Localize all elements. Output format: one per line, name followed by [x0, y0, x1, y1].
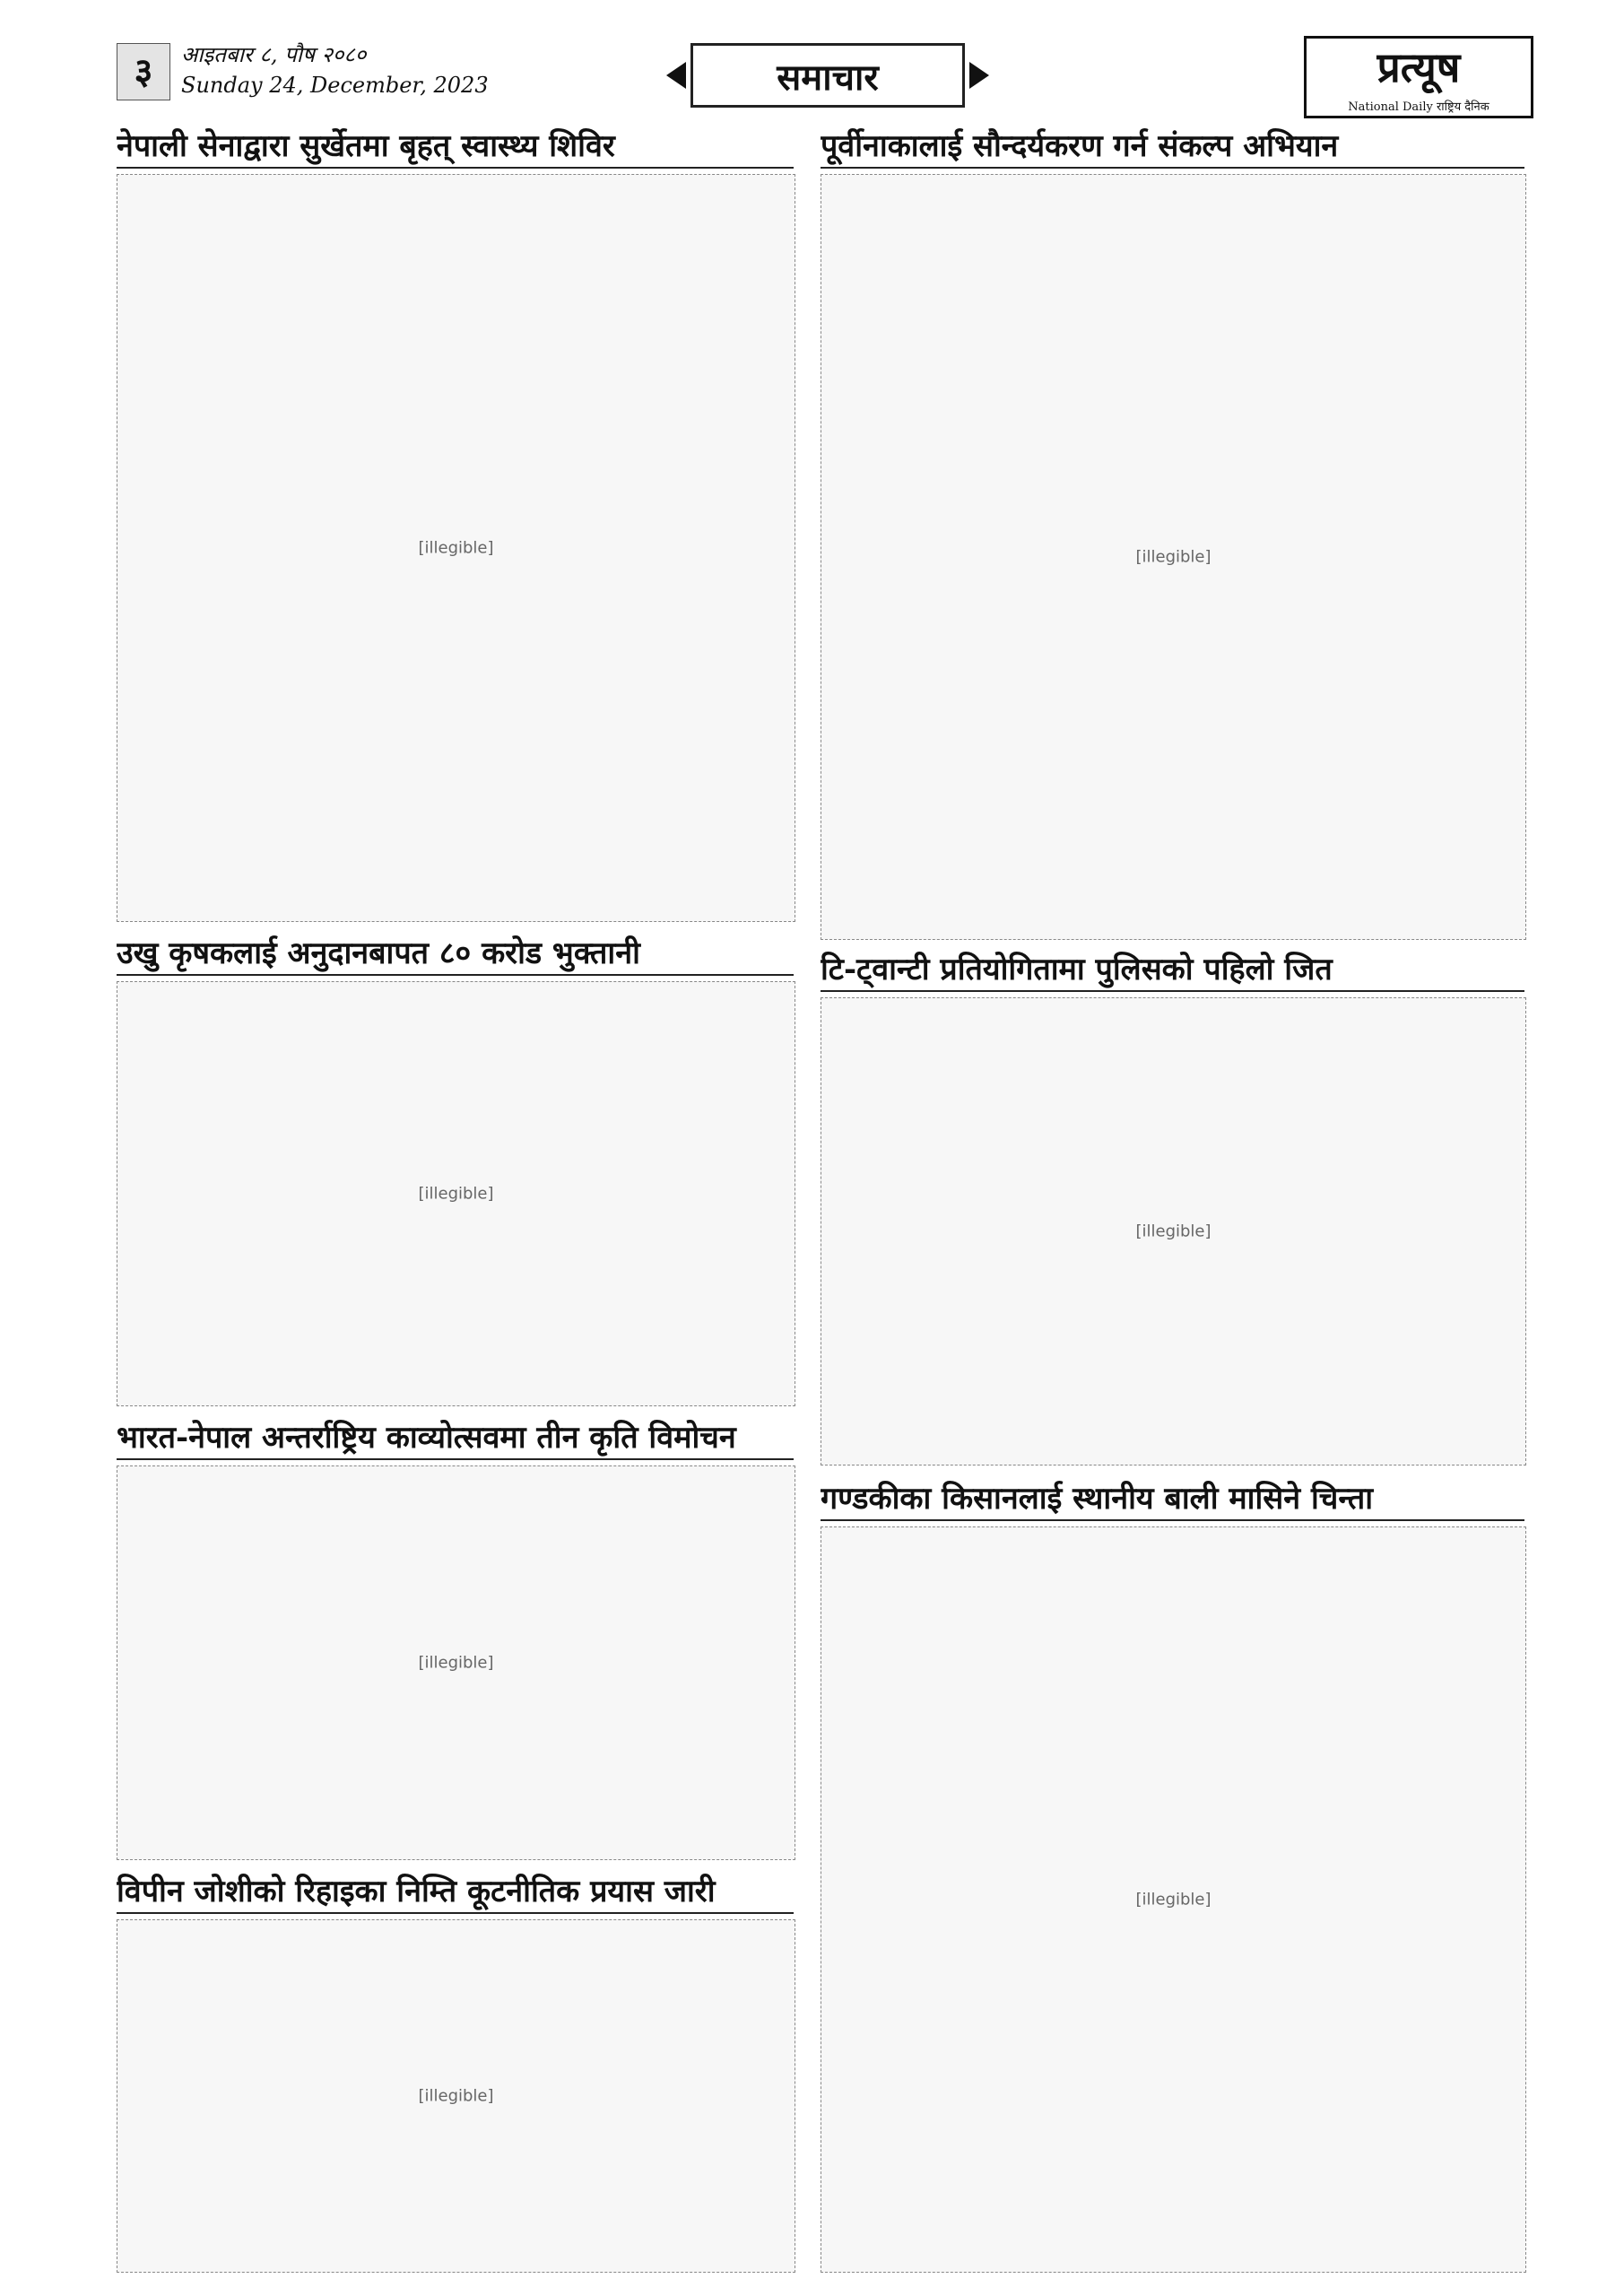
- article-body: [117, 174, 795, 922]
- page-header: [117, 36, 1533, 121]
- illegible-text-note: [illegible]: [1135, 1890, 1211, 1909]
- brand-name: प्रत्यूष: [1376, 43, 1461, 91]
- section-label: समाचार: [690, 43, 965, 108]
- article-headline: पूर्वीनाकालाई सौन्दर्यकरण गर्न संकल्प अभियान: [821, 126, 1524, 169]
- newspaper-logo: [1304, 36, 1533, 118]
- illegible-text-note: [illegible]: [418, 538, 494, 558]
- illegible-text-note: [illegible]: [1135, 547, 1211, 567]
- article-headline: विपीन जोशीको रिहाइका निम्ति कूटनीतिक प्रयास जारी: [117, 1871, 794, 1914]
- article-body: [821, 1526, 1526, 2273]
- brand-subtitle: National Daily राष्ट्रिय दैनिक: [1348, 100, 1489, 114]
- issue-date: [181, 39, 489, 100]
- article-body: [117, 1919, 795, 2273]
- article-body: [117, 981, 795, 1406]
- article-headline: उखु कृषकलाई अनुदानबापत ८० करोड भुक्तानी: [117, 933, 794, 976]
- article-headline: भारत-नेपाल अन्तर्राष्ट्रिय काव्योत्सवमा तीन कृति विमोचन: [117, 1417, 794, 1460]
- illegible-text-note: [illegible]: [1135, 1222, 1211, 1241]
- article-body: [117, 1465, 795, 1860]
- article-headline: गण्डकीका किसानलाई स्थानीय बाली मासिने चिन्ता: [821, 1478, 1524, 1521]
- article-body: [821, 174, 1526, 940]
- illegible-text-note: [illegible]: [418, 2086, 494, 2106]
- page-number: ३: [117, 43, 170, 100]
- illegible-text-note: [illegible]: [418, 1184, 494, 1204]
- date-nepali: आइतबार ८, पौष २०८०: [181, 42, 367, 67]
- article-body: [821, 997, 1526, 1465]
- article-headline: टि-ट्वान्टी प्रतियोगितामा पुलिसको पहिलो जित: [821, 949, 1524, 992]
- illegible-text-note: [illegible]: [418, 1653, 494, 1673]
- article-headline: नेपाली सेनाद्वारा सुर्खेतमा बृहत् स्वास्थ्य शिविर: [117, 126, 794, 169]
- date-english: Sunday 24, December, 2023: [181, 73, 489, 98]
